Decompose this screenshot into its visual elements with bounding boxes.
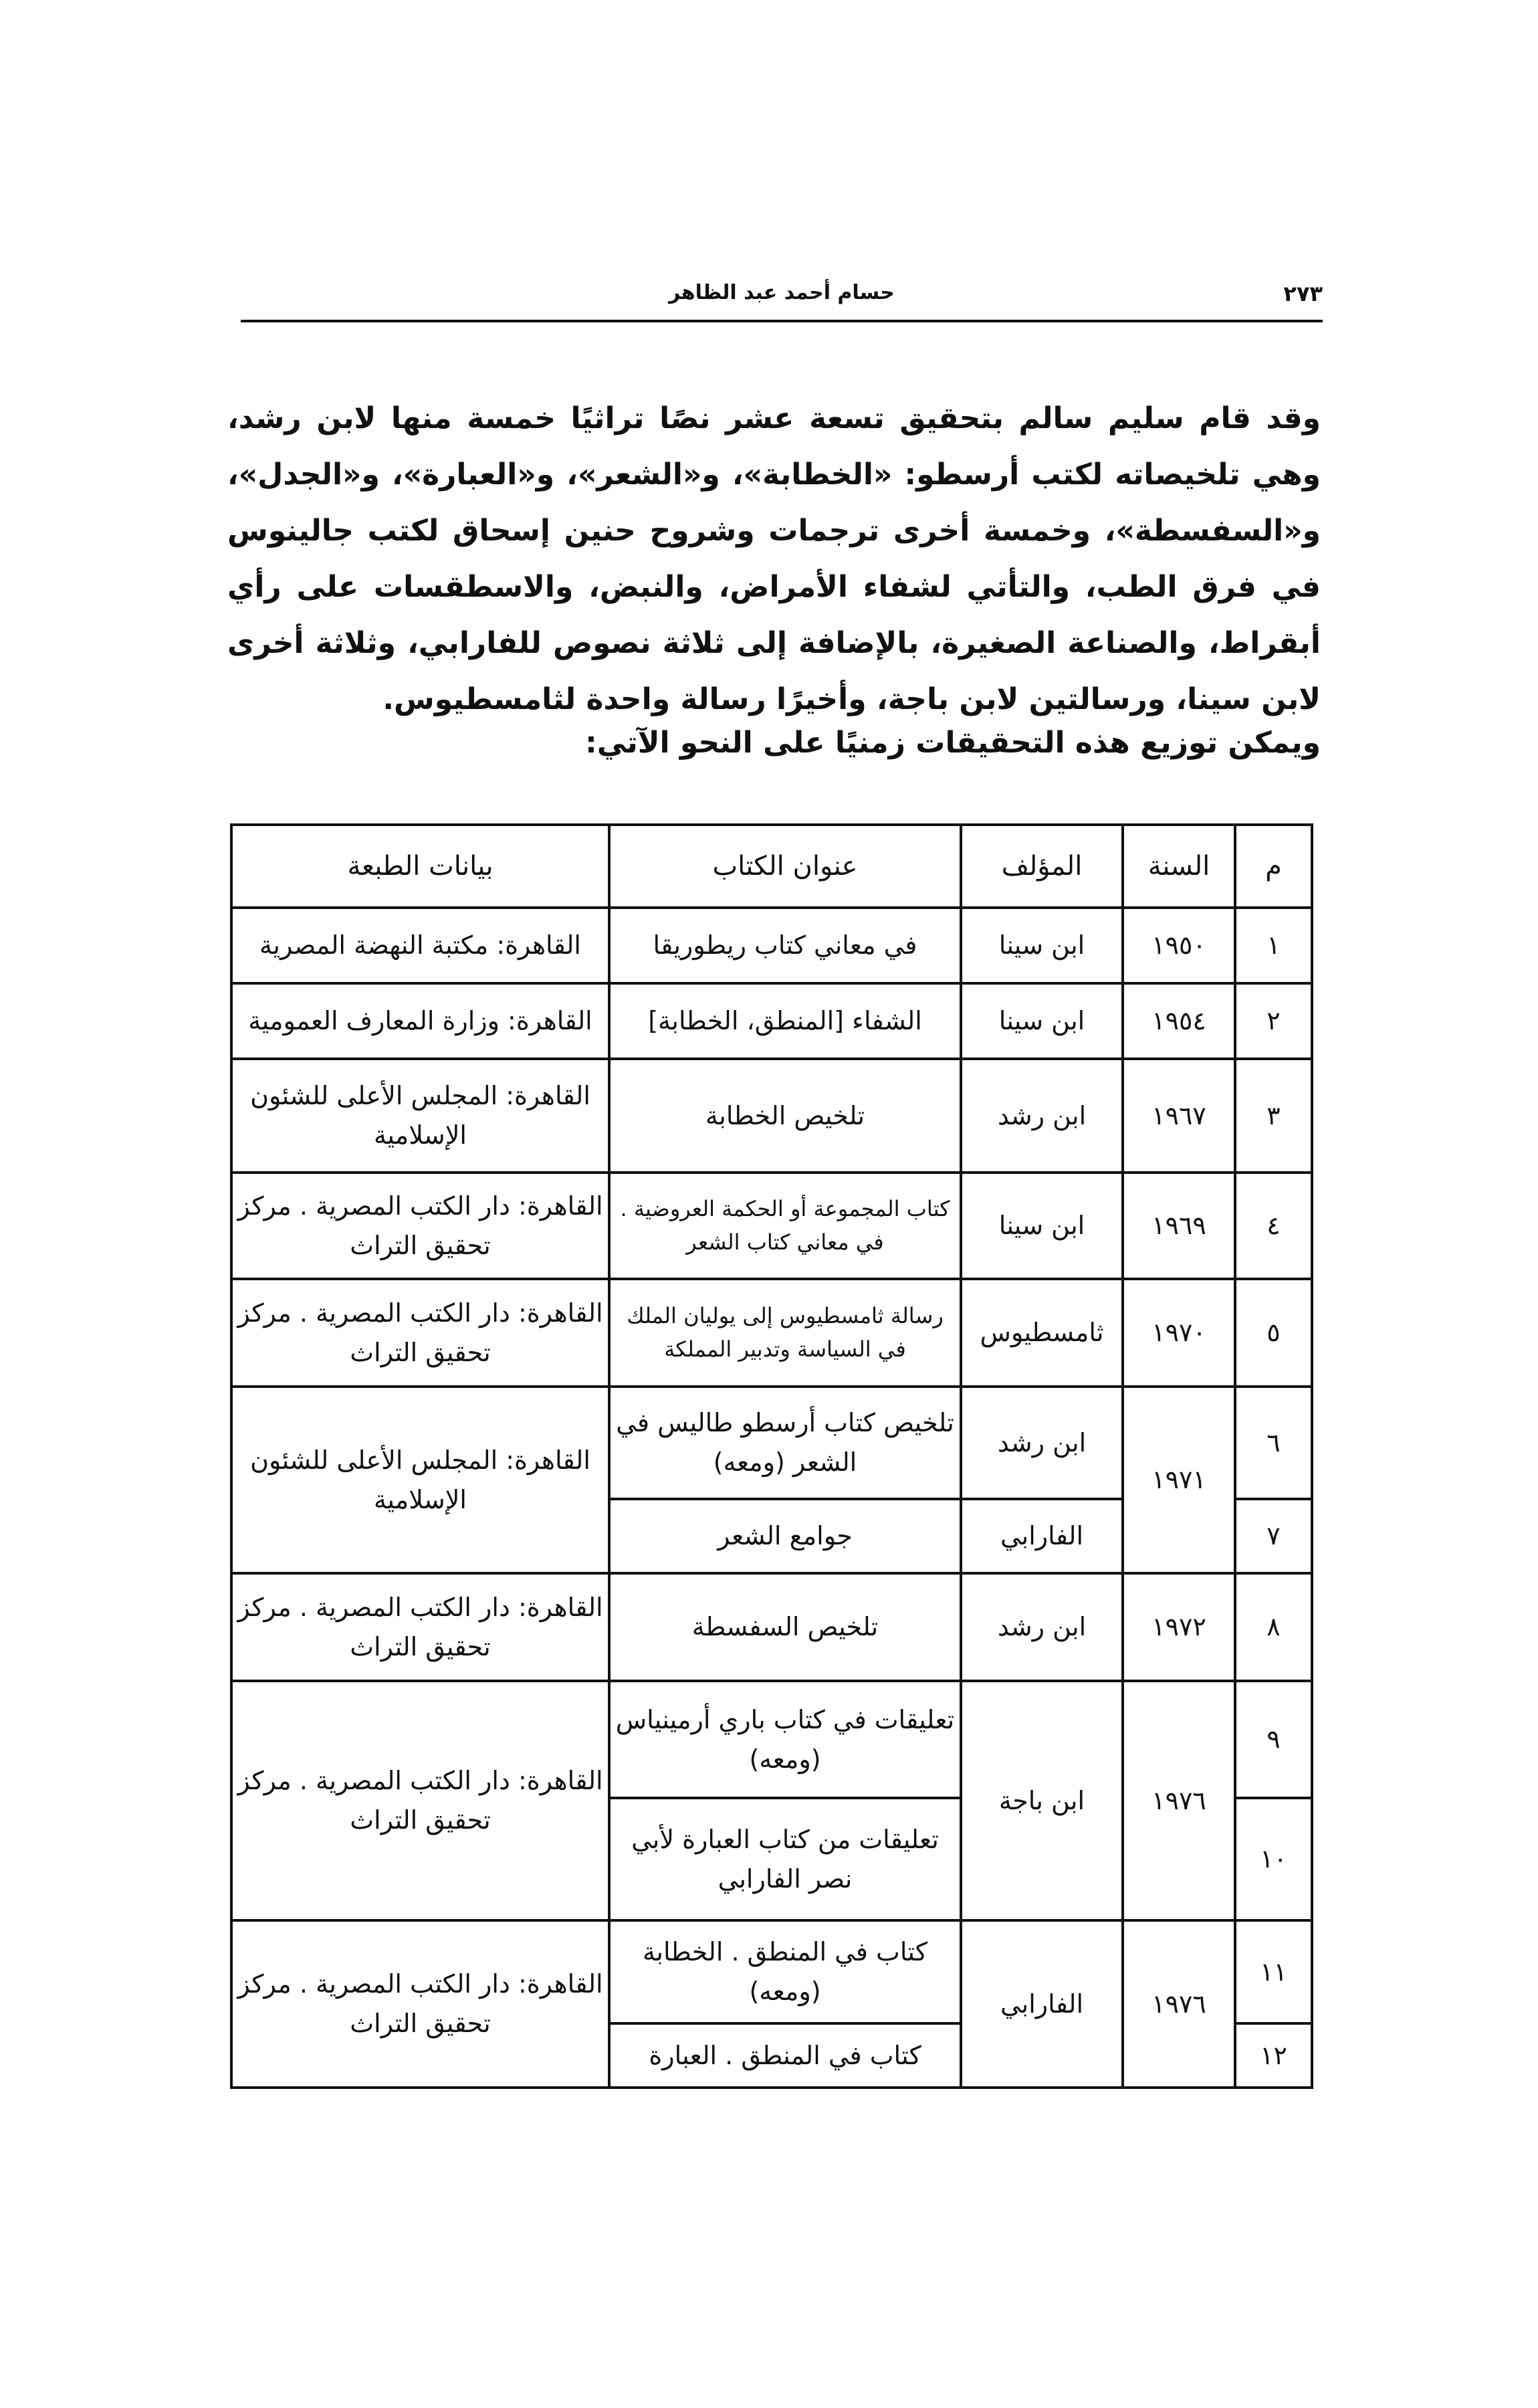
cell-year: ١٩٥٤ <box>1123 983 1235 1059</box>
table-row <box>231 1573 1312 1681</box>
header-rule <box>241 320 1323 322</box>
cell-edition: القاهرة: وزارة المعارف العمومية <box>231 983 609 1059</box>
cell-year: ١٩٧٦ <box>1123 1681 1235 1920</box>
intro-line: ويمكن توزيع هذه التحقيقات زمنيًا على النحو الآتي: <box>585 726 1321 760</box>
cell-year: ١٩٧٢ <box>1123 1573 1235 1681</box>
cell-author: ابن رشد <box>961 1387 1123 1499</box>
cell-title: الشفاء [المنطق، الخطابة] <box>609 983 961 1059</box>
cell-edition: القاهرة: دار الكتب المصرية . مركز تحقيق التراث <box>231 1573 609 1681</box>
table-header-row <box>231 825 1312 908</box>
table-row <box>231 983 1312 1059</box>
cell-title: تعليقات في كتاب باري أرمينياس (ومعه) <box>609 1681 961 1798</box>
editions-table <box>230 823 1313 2089</box>
cell-num: ٤ <box>1235 1173 1312 1279</box>
cell-title: كتاب المجموعة أو الحكمة العروضية . في معاني كتاب الشعر <box>609 1173 961 1279</box>
running-title: حسام أحمد عبد الظاهر <box>669 281 895 304</box>
cell-edition: القاهرة: دار الكتب المصرية . مركز تحقيق التراث <box>231 1681 609 1920</box>
cell-author: ابن باجة <box>961 1681 1123 1920</box>
table-row <box>231 908 1312 983</box>
cell-author: ابن رشد <box>961 1573 1123 1681</box>
page-number: ٢٧٣ <box>1283 281 1323 306</box>
header-cell-year: السنة <box>1123 825 1235 908</box>
cell-title: كتاب في المنطق . الخطابة (ومعه) <box>609 1920 961 2023</box>
cell-edition: القاهرة: دار الكتب المصرية . مركز تحقيق التراث <box>231 1920 609 2088</box>
cell-edition: القاهرة: مكتبة النهضة المصرية <box>231 908 609 983</box>
cell-author: ثامسطيوس <box>961 1279 1123 1387</box>
cell-title: كتاب في المنطق . العبارة <box>609 2023 961 2088</box>
cell-num: ٢ <box>1235 983 1312 1059</box>
table-row <box>231 1173 1312 1279</box>
cell-num: ٦ <box>1235 1387 1312 1499</box>
cell-num: ٥ <box>1235 1279 1312 1387</box>
cell-num: ٣ <box>1235 1059 1312 1173</box>
cell-author: الفارابي <box>961 1920 1123 2088</box>
cell-title: رسالة ثامسطيوس إلى يوليان الملك في السياسة وتدبير المملكة <box>609 1279 961 1387</box>
cell-num: ١٠ <box>1235 1798 1312 1920</box>
cell-edition: القاهرة: المجلس الأعلى للشئون الإسلامية <box>231 1059 609 1173</box>
table-row <box>231 1059 1312 1173</box>
cell-title: في معاني كتاب ريطوريقا <box>609 908 961 983</box>
cell-num: ١١ <box>1235 1920 1312 2023</box>
cell-title: تلخيص السفسطة <box>609 1573 961 1681</box>
cell-num: ٧ <box>1235 1499 1312 1573</box>
header-cell-edition: بيانات الطبعة <box>231 825 609 908</box>
cell-author: ابن سينا <box>961 983 1123 1059</box>
cell-num: ١٢ <box>1235 2023 1312 2088</box>
cell-title: تعليقات من كتاب العبارة لأبي نصر الفارابي <box>609 1798 961 1920</box>
cell-author: ابن سينا <box>961 1173 1123 1279</box>
cell-author: ابن سينا <box>961 908 1123 983</box>
cell-edition: القاهرة: المجلس الأعلى للشئون الإسلامية <box>231 1387 609 1573</box>
table-row <box>231 1920 1312 2023</box>
cell-title: تلخيص كتاب أرسطو طاليس في الشعر (ومعه) <box>609 1387 961 1499</box>
cell-year: ١٩٧٦ <box>1123 1920 1235 2088</box>
table-row <box>231 1681 1312 1798</box>
header-cell-author: المؤلف <box>961 825 1123 908</box>
table-row <box>231 1387 1312 1499</box>
cell-year: ١٩٧١ <box>1123 1387 1235 1573</box>
cell-title: جوامع الشعر <box>609 1499 961 1573</box>
cell-author: ابن رشد <box>961 1059 1123 1173</box>
cell-year: ١٩٥٠ <box>1123 908 1235 983</box>
cell-year: ١٩٦٧ <box>1123 1059 1235 1173</box>
table-row <box>231 1279 1312 1387</box>
cell-num: ١ <box>1235 908 1312 983</box>
body-paragraph: وقد قام سليم سالم بتحقيق تسعة عشر نصًا تراثيًا خمسة منها لابن رشد، وهي تلخيصاته لكتب أرسطو: «الخطابة»، و«الشعر»، و«العبارة»، و«الجدل»، و«السفسطة»، وخمسة أخرى ترجمات وشروح حنين إسحاق لكتب جالينوس في فرق الطب، والتأتي لشفاء الأمراض، والنبض، والاسطقسات على رأي أبقراط، والصناعة الصغيرة، بالإضافة إلى ثلاثة نصوص للفارابي، وثلاثة أخرى لابن سينا، ورسالتين لابن باجة، وأخيرًا رسالة واحدة لثامسطيوس. <box>227 401 1321 716</box>
header-cell-num: م <box>1235 825 1312 908</box>
cell-year: ١٩٦٩ <box>1123 1173 1235 1279</box>
cell-num: ٩ <box>1235 1681 1312 1798</box>
cell-author: الفارابي <box>961 1499 1123 1573</box>
cell-title: تلخيص الخطابة <box>609 1059 961 1173</box>
cell-edition: القاهرة: دار الكتب المصرية . مركز تحقيق التراث <box>231 1279 609 1387</box>
cell-num: ٨ <box>1235 1573 1312 1681</box>
header-cell-title: عنوان الكتاب <box>609 825 961 908</box>
cell-year: ١٩٧٠ <box>1123 1279 1235 1387</box>
cell-edition: القاهرة: دار الكتب المصرية . مركز تحقيق التراث <box>231 1173 609 1279</box>
page-header <box>241 269 1323 322</box>
